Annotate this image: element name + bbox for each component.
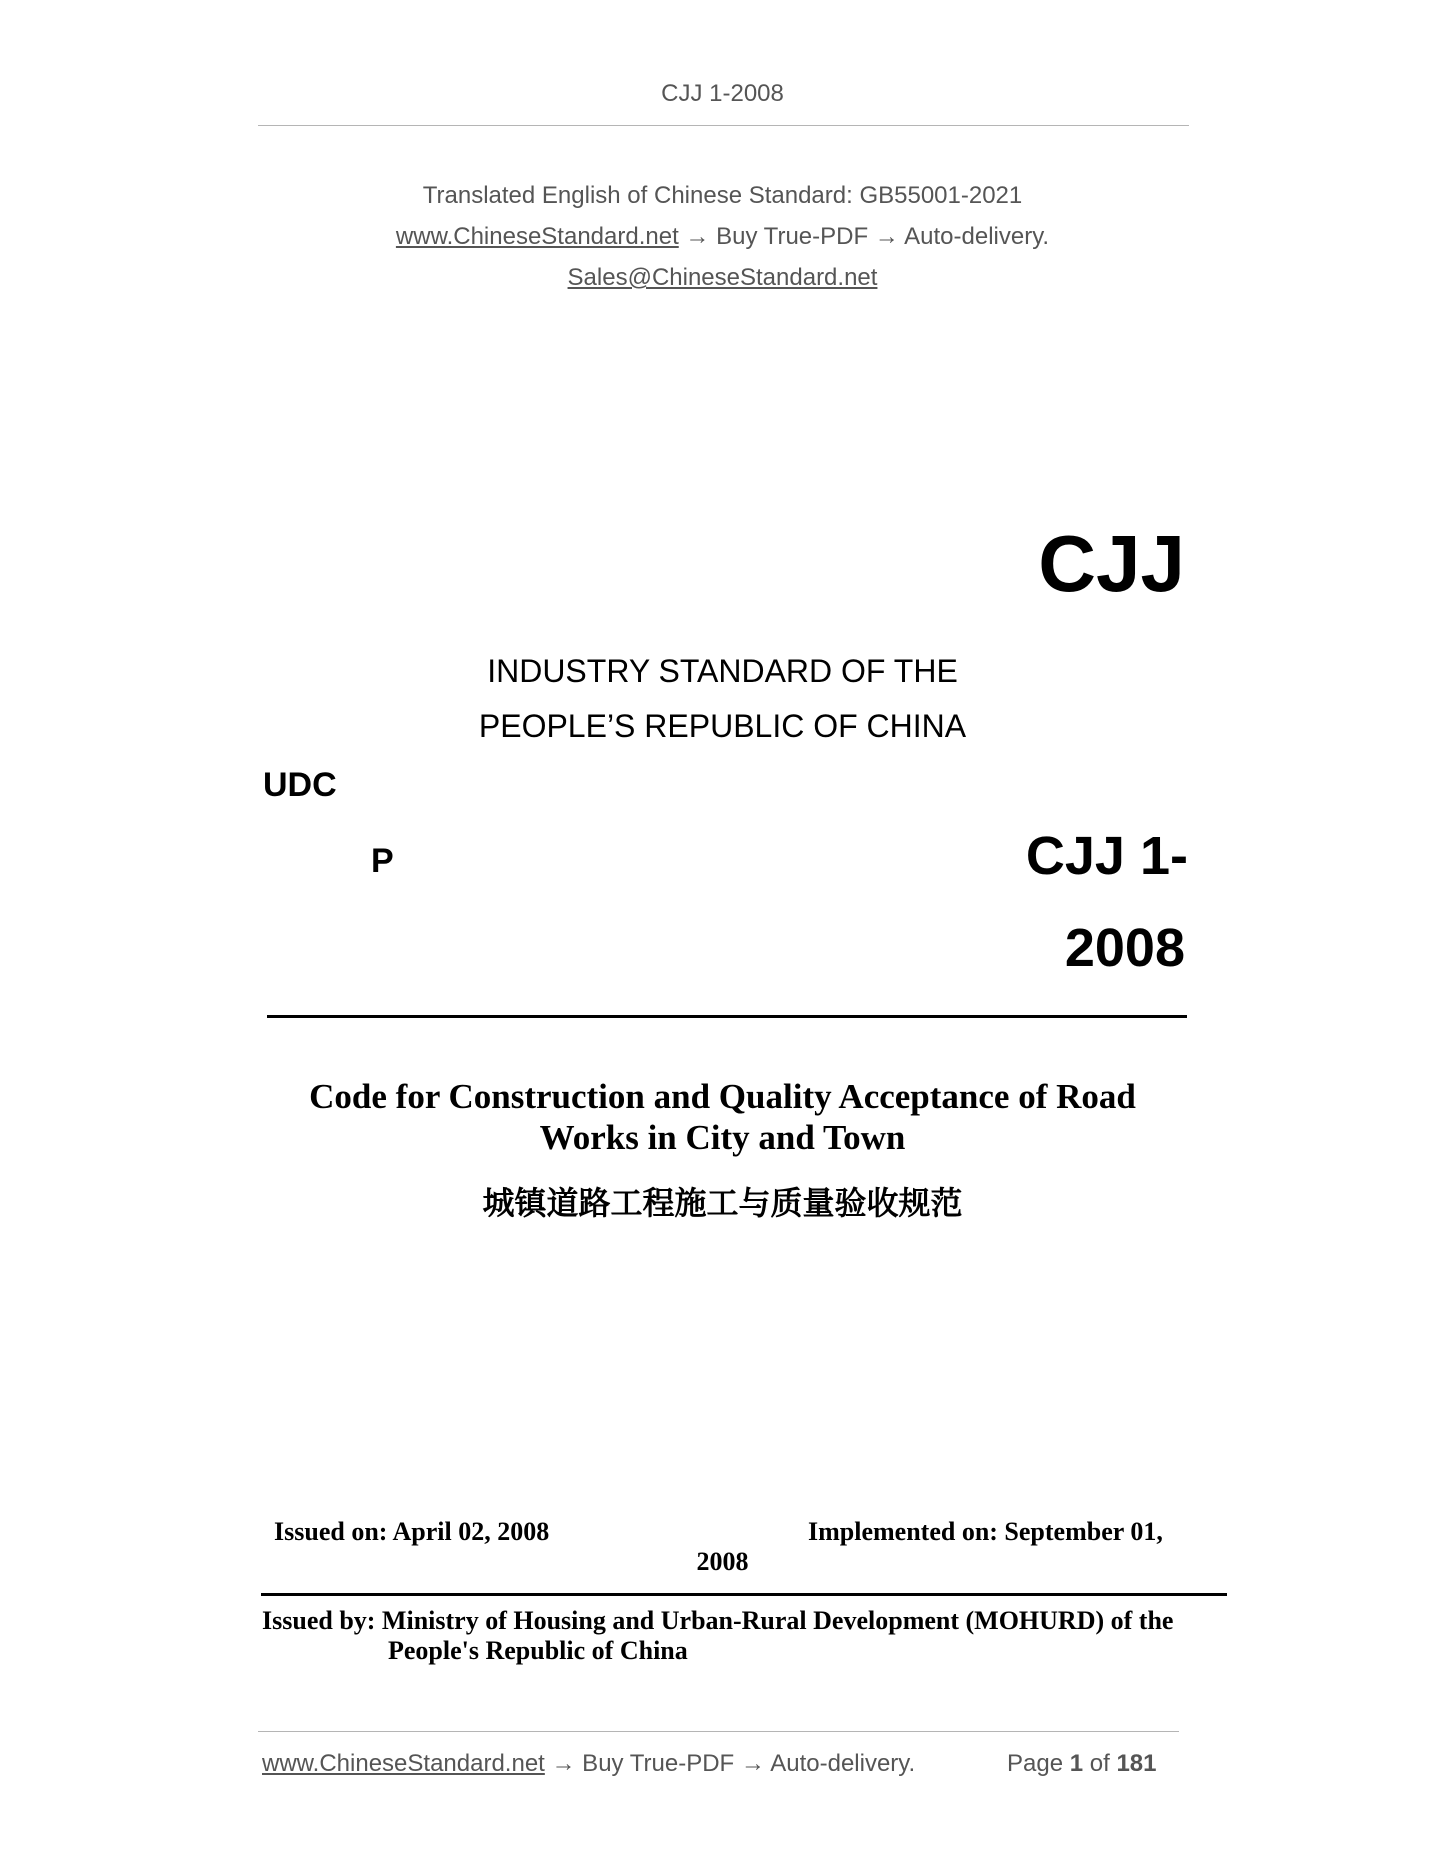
issued-by-line1: Issued by: Ministry of Housing and Urban-Rural Development (MOHURD) of the bbox=[262, 1606, 1174, 1635]
sales-email-link[interactable]: Sales@ChineseStandard.net bbox=[567, 264, 878, 291]
issue-rule bbox=[261, 1593, 1227, 1596]
standard-number-line2: 2008 bbox=[1064, 918, 1185, 978]
industry-standard-line1: INDUSTRY STANDARD OF THE bbox=[487, 653, 958, 689]
implemented-on: Implemented on: September 01, bbox=[808, 1517, 1163, 1546]
translated-notice: Translated English of Chinese Standard: GB55001-2021 bbox=[422, 182, 1023, 209]
industry-standard-line2: PEOPLE’S REPUBLIC OF CHINA bbox=[478, 708, 967, 744]
p-label: P bbox=[371, 842, 394, 880]
header-rule bbox=[258, 125, 1189, 126]
footer-rule bbox=[258, 1731, 1179, 1732]
footer-site-link[interactable]: www.ChineseStandard.net bbox=[262, 1750, 545, 1777]
title-rule bbox=[267, 1015, 1187, 1018]
udc-label: UDC bbox=[263, 766, 337, 804]
page-indicator bbox=[1007, 1750, 1157, 1778]
implemented-year: 2008 bbox=[696, 1547, 749, 1576]
footer-buy-line bbox=[262, 1750, 915, 1778]
page-total: 181 bbox=[1116, 1750, 1157, 1777]
english-title-line2: Works in City and Town bbox=[539, 1118, 906, 1157]
site-link[interactable]: www.ChineseStandard.net bbox=[395, 223, 679, 250]
sales-line bbox=[0, 264, 1445, 292]
issued-by-line2: People's Republic of China bbox=[388, 1636, 688, 1665]
page-of: of bbox=[1089, 1750, 1110, 1777]
footer-buy-text: → Buy True-PDF → Auto-delivery. bbox=[544, 1750, 916, 1777]
buy-text: → Buy True-PDF → Auto-delivery. bbox=[678, 223, 1050, 250]
english-title bbox=[0, 1076, 1445, 1158]
page-current: 1 bbox=[1069, 1750, 1084, 1777]
standard-code: CJJ bbox=[1038, 519, 1185, 608]
issued-on: Issued on: April 02, 2008 bbox=[274, 1517, 550, 1546]
running-header: CJJ 1-2008 bbox=[661, 80, 784, 107]
chinese-title: 城镇道路工程施工与质量验收规范 bbox=[482, 1184, 963, 1222]
page-label: Page bbox=[1007, 1750, 1064, 1777]
english-title-line1: Code for Construction and Quality Acceptance of Road bbox=[309, 1077, 1136, 1116]
standard-number-line1: CJJ 1- bbox=[1025, 826, 1188, 886]
buy-line bbox=[0, 223, 1445, 251]
